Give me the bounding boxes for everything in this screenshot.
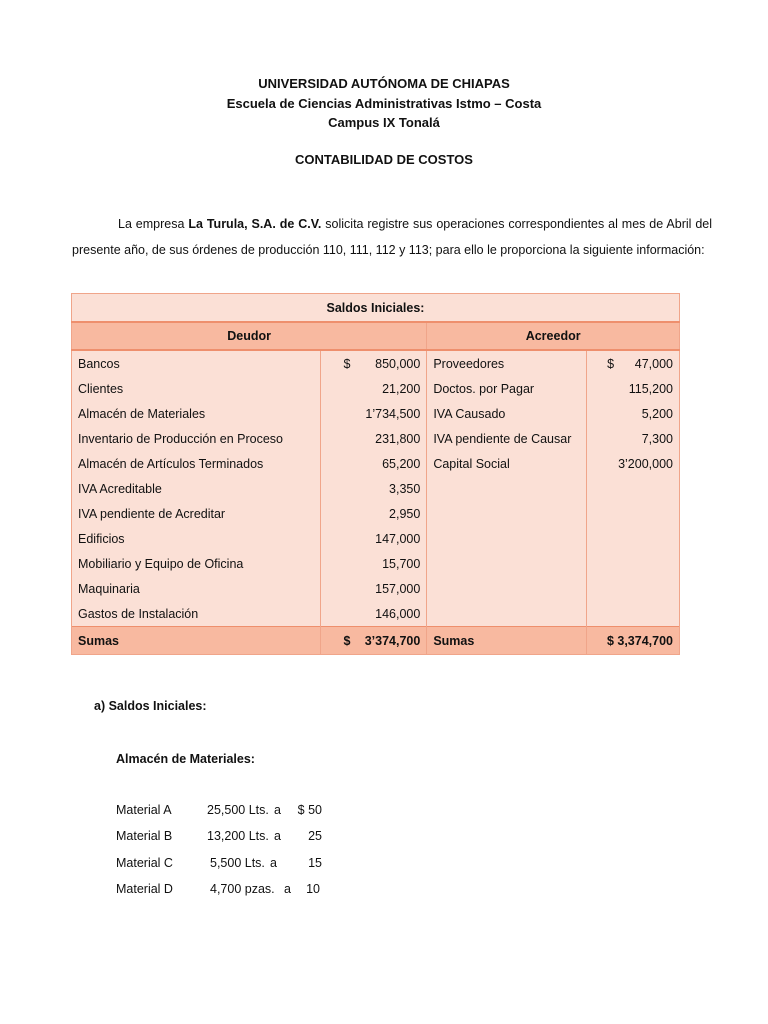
debit-amount xyxy=(321,501,427,526)
campus-title: Campus IX Tonalá xyxy=(328,115,440,130)
debit-value: 3,350 xyxy=(389,481,421,496)
debit-amount xyxy=(321,576,427,601)
intro-paragraph xyxy=(72,211,712,263)
debit-account: Maquinaria xyxy=(72,576,321,601)
material-price: $ 50 xyxy=(297,803,322,817)
table-title: Saldos Iniciales: xyxy=(72,294,680,323)
credit-value: 47,000 xyxy=(634,356,673,371)
debit-amount xyxy=(321,376,427,401)
table-row xyxy=(72,350,680,376)
credit-amount xyxy=(587,526,680,551)
sum-debit xyxy=(321,627,427,655)
credit-value: 115,200 xyxy=(628,381,673,396)
table-row xyxy=(72,476,680,501)
debit-amount xyxy=(321,551,427,576)
material-qty: 25,500 Lts. xyxy=(207,803,269,817)
sum-credit: $ 3,374,700 xyxy=(587,627,680,655)
debit-value: 146,000 xyxy=(375,606,421,621)
material-qty: 5,500 Lts. xyxy=(210,856,265,870)
debit-value: 231,800 xyxy=(375,431,421,446)
material-name: Material B xyxy=(116,829,173,843)
debit-value: 21,200 xyxy=(382,381,421,396)
material-a: a xyxy=(284,882,291,896)
section-a-heading: a) Saldos Iniciales: xyxy=(94,699,207,713)
table-row xyxy=(72,426,680,451)
initial-balances-table xyxy=(71,293,680,655)
debit-value: 147,000 xyxy=(375,531,421,546)
sum-label-debit: Sumas xyxy=(72,627,321,655)
debit-value: 850,000 xyxy=(375,356,421,371)
table-row xyxy=(72,551,680,576)
materials-heading: Almacén de Materiales: xyxy=(116,752,255,766)
debit-value: 65,200 xyxy=(382,456,421,471)
debit-account: IVA Acreditable xyxy=(72,476,321,501)
debit-amount xyxy=(321,601,427,627)
intro-post: solicita registre sus operaciones correspondientes al mes de Abril del presente año, de sus órdenes de producción 110, 111, 112 y 113; para ello le proporciona la siguiente información: xyxy=(72,217,713,257)
credit-amount xyxy=(587,426,680,451)
material-price: 15 xyxy=(308,856,322,870)
company-name: La Turula, S.A. de C.V. xyxy=(188,217,322,231)
table-title-row xyxy=(72,294,680,323)
debit-amount xyxy=(321,451,427,476)
table-header-row xyxy=(72,322,680,350)
table-row xyxy=(72,451,680,476)
credit-amount xyxy=(587,501,680,526)
sums-row xyxy=(72,627,680,655)
credit-amount xyxy=(587,401,680,426)
credit-header: Acreedor xyxy=(427,322,680,350)
debit-account: Gastos de Instalación xyxy=(72,601,321,627)
credit-currency: $ xyxy=(607,356,615,371)
table-row xyxy=(72,601,680,627)
credit-amount xyxy=(587,601,680,627)
credit-value: 7,300 xyxy=(641,431,673,446)
material-name: Material A xyxy=(116,803,172,817)
debit-value: 15,700 xyxy=(382,556,421,571)
debit-account: Mobiliario y Equipo de Oficina xyxy=(72,551,321,576)
debit-account: Almacén de Materiales xyxy=(72,401,321,426)
credit-amount xyxy=(587,376,680,401)
material-a: a xyxy=(270,856,277,870)
credit-account: IVA pendiente de Causar xyxy=(427,426,587,451)
subject-title: CONTABILIDAD DE COSTOS xyxy=(295,152,473,167)
credit-value: 3’200,000 xyxy=(618,456,673,471)
credit-amount xyxy=(587,576,680,601)
table-row xyxy=(72,376,680,401)
material-a: a xyxy=(274,803,281,817)
intro-pre: La empresa xyxy=(118,217,189,231)
debit-account: Inventario de Producción en Proceso xyxy=(72,426,321,451)
debit-amount xyxy=(321,476,427,501)
credit-amount xyxy=(587,551,680,576)
credit-amount xyxy=(587,350,680,376)
debit-account: Clientes xyxy=(72,376,321,401)
debit-account: Edificios xyxy=(72,526,321,551)
credit-account: IVA Causado xyxy=(427,401,587,426)
university-title: UNIVERSIDAD AUTÓNOMA DE CHIAPAS xyxy=(258,76,510,91)
debit-amount xyxy=(321,350,427,376)
debit-value: 157,000 xyxy=(375,581,421,596)
material-qty: 4,700 pzas. xyxy=(210,882,275,896)
debit-currency: $ xyxy=(343,356,351,371)
credit-value: 5,200 xyxy=(641,406,673,421)
school-title: Escuela de Ciencias Administrativas Istmo – Costa xyxy=(226,96,542,111)
sum-label-credit: Sumas xyxy=(427,627,587,655)
table-row xyxy=(72,576,680,601)
table-row xyxy=(72,526,680,551)
table-row xyxy=(72,501,680,526)
credit-account xyxy=(427,501,587,526)
debit-account: Bancos xyxy=(72,350,321,376)
material-name: Material D xyxy=(116,882,173,896)
material-name: Material C xyxy=(116,856,173,870)
sum-debit-currency: $ xyxy=(343,633,351,648)
material-a: a xyxy=(274,829,281,843)
credit-account xyxy=(427,576,587,601)
material-price: 10 xyxy=(306,882,320,896)
debit-value: 1’734,500 xyxy=(365,406,421,421)
material-qty: 13,200 Lts. xyxy=(207,829,269,843)
credit-amount xyxy=(587,476,680,501)
credit-account xyxy=(427,601,587,627)
material-price: 25 xyxy=(308,829,322,843)
debit-account: IVA pendiente de Acreditar xyxy=(72,501,321,526)
credit-account: Doctos. por Pagar xyxy=(427,376,587,401)
debit-header: Deudor xyxy=(72,322,427,350)
credit-account xyxy=(427,476,587,501)
debit-amount xyxy=(321,526,427,551)
debit-account: Almacén de Artículos Terminados xyxy=(72,451,321,476)
debit-amount xyxy=(321,426,427,451)
credit-account xyxy=(427,526,587,551)
sum-debit-value: 3’374,700 xyxy=(364,633,421,648)
debit-value: 2,950 xyxy=(389,506,421,521)
credit-account: Capital Social xyxy=(427,451,587,476)
credit-account xyxy=(427,551,587,576)
table-row xyxy=(72,401,680,426)
credit-account: Proveedores xyxy=(427,350,587,376)
credit-amount xyxy=(587,451,680,476)
debit-amount xyxy=(321,401,427,426)
